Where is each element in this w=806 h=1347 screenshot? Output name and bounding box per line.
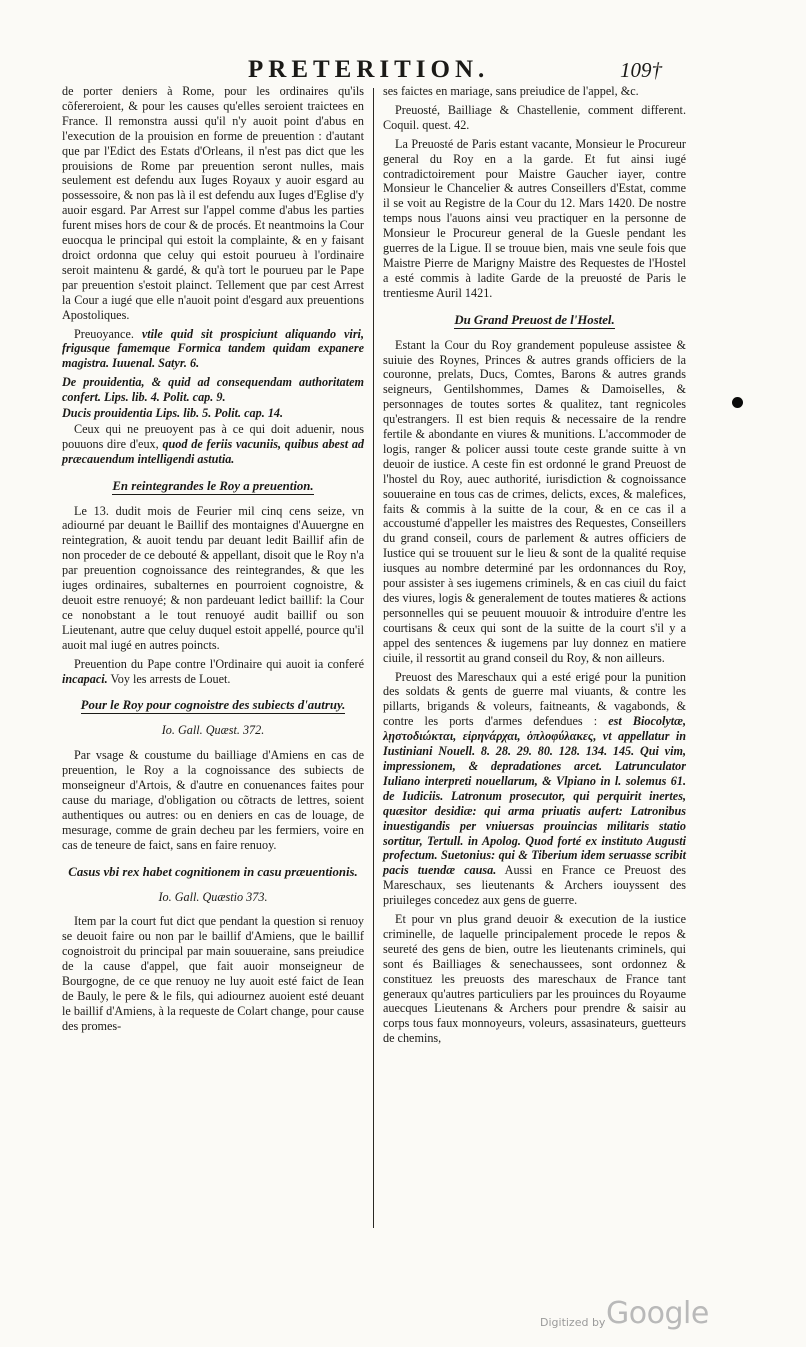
right-column bbox=[383, 84, 686, 1050]
section-heading bbox=[62, 479, 364, 494]
left-column bbox=[62, 84, 364, 1038]
paragraph: Estant la Cour du Roy grandement populeuse assistee & suiuie des Roynes, Princes & autres grands officiers de la couronne, prelats, Ducs, Comtes, Barons & autres grands seigneurs, Gentilshommes, Dames & Damoiselles, & personnages de toutes sortes & qualitez, tant regnicoles qu'estrangers. Il est bien requis & necessaire de la rendre fertile & abondante en viures & munitions. L'accommoder de logis, ranger & policer aussi toute ceste grande suitte à vn deuoir de iustice. A ceste fin est ordonné le grand Preuost de l'hostel du Roy, auec authorité, iurisdiction & cognoissance souueraine en tous cas de crimes, delicts, exces, & malefices, faits & commis à la suitte de la cour, & en ce cas il a accoustumé d'appeller les maistres des Requestes, Conseillers du grand conseil, cours de parlement & autres officiers de Iustice qui se trouuent sur le lieu & sont de la qualité requise iusques au nombre determiné par les ordonnances du Roy, pour assister à ses iugemens criminels, & en cas ciuil du faict des viures, logis & generalement de toutes matieres & actions personnelles qui se peuuent mouuoir & introduire d'entre les courtisans & ceux qui sont de la suitte de la court s'il y a appel des sentences & iugemens par luy donnez en matiere ciuile, il ressortit au grand conseil du Roy, & non ailleurs. bbox=[383, 337, 686, 665]
paragraph: Le 13. dudit mois de Feurier mil cinq cens seize, vn adiourné par deuant le Baillif des montaignes d'Auuergne en reintegration, & auoit tendu par deuant ledit Baillif afin de non proceder de ce debouté & appellant, disoit que le Roy n'a par preuention cognoissance des reintegrandes, & que les iuges ordinaires, subalternes en pourroient cognoistre, & deuoit estre renuoyé; & non pardeuant ledict baillif: la Cour ce nonobstant a le tout renuoyé audit baillif ou son Lieutenant, autre que celuy duquel estoit appellé, pource qu'il auoit mal iugé en autres poincts. bbox=[62, 503, 364, 652]
section-heading-text: En reintegrandes le Roy a preuention. bbox=[112, 478, 314, 493]
watermark-by: Digitized by bbox=[540, 1316, 606, 1329]
latin-word: incapaci. bbox=[62, 671, 108, 686]
citation: Ducis prouidentia Lips. lib. 5. Polit. cap. 14. bbox=[62, 406, 284, 421]
subheading: Io. Gall. Quæst. 372. bbox=[161, 723, 265, 738]
running-header bbox=[0, 52, 806, 86]
ink-blot-mark bbox=[732, 397, 743, 408]
paragraph: Et pour vn plus grand deuoir & execution de la iustice criminelle, de laquelle principalement procede le repos & seureté des gens de bien, outre les lieutenants criminels, qui sont és Bailliages & senechaussees, sont ordonnez & constituez les preuosts des mareschaux de France tant generaux qu'autres particuliers par les prouinces du Royaume auecques Lieutenans & Archers pour prendre & saisir au corps tous faux monnoyeurs, voleurs, assasinateurs, guetteurs de chemins, bbox=[383, 912, 686, 1046]
section-heading bbox=[62, 698, 364, 713]
section-heading-text: Pour le Roy pour cognoistre des subiects d'autruy. bbox=[80, 698, 346, 713]
paragraph bbox=[62, 657, 364, 687]
paragraph: de porter deniers à Rome, pour les ordinaires qu'ils cõfereroient, & pour les causes qu'elles seroient traictees en France. Il remonstra aussi qu'il n'y auoit point d'abus en l'execution de la prouision en forme de preuention : d'autant que par l'Edict des Estats d'Orleans, il n'est pas dict que les prouisions de Rome par preuention seront nulles, mais seulement est defendu aux Iuges Royaux y auoir esgard au possessoire, & non pas là il est defendu aux Iuges d'Eglise d'y auoir esgard. Par Arrest sur l'appel comme d'abus les parties furent mises hors de cour & de procés. Et neantmoins la Cour euocqua le principal qui estoit la complainte, & en y faisant droict ordonna que celuy qui estoit pourueu à l'ordinaire seroit maintenu & gardé, & qu'à tort le pourueu par le Pape par preuention s'estoit plainct. Tellement que par cest Arrest la Cour a iugé que elle n'auoit point d'esgard aux preuentions Apostoliques. bbox=[62, 84, 364, 322]
paragraph: La Preuosté de Paris estant vacante, Monsieur le Procureur general du Roy en a la garde. Et fut ainsi iugé contradictoirement pour Maistre Gaucher iayer, contre Monsieur le Chancelier & autres Conseillers d'Estat, comme il se voit au Registre de la Cour du 12. Mars 1420. De nostre temps nous l'auons ainsi veu practiquer en la personne de Monsieur le Procureur general de la Guesle pendant les guerres de la Ligue. Il se trouue bien, mais vne seule fois que Maistre Pierre de Marigny Maistre des Requestes de l'Hostel a esté commis à ladite Garde de la preuosté de Paris le trentiesme Auril 1421. bbox=[383, 136, 686, 300]
google-logo: Google bbox=[606, 1296, 709, 1331]
paragraph-text: Aussi en France ce Preuost des Mareschaux, ses lieutenants & Archers iouyssent des priuileges concedez aux gens de guerre. bbox=[383, 863, 687, 908]
citation: De prouidentia, & quid ad consequendam authoritatem confert. Lips. lib. 4. Polit. cap. 9. bbox=[62, 375, 364, 405]
paragraph-text: Preuention du Pape contre l'Ordinaire qui auoit ia conferé bbox=[74, 656, 364, 671]
section-heading-text: Du Grand Preuost de l'Hostel. bbox=[454, 312, 615, 327]
digitized-watermark bbox=[540, 1296, 740, 1336]
latin-quote: est Biocolytæ, λῃστοδιώκται, εἰρηνάρχαι, ὁπλοφύλακες, vt appellatur in Iustiniani Nouell. 8. 28. 29. 80. 128. 134. 145. Qui vim, impressionem, & depradationes arcet. Latrunculator Iuliano interpreti nouellarum, & Vlpiano in l. solemus 61. de Iudiciis. Latronum prosecutor, qui perquirit inertes, quæsitor desidiæ: qui arma priuatis aufert: Latronibus inuestigandis per vniuersas prouincias militaris statio sortitur, Tertull. in Apolog. Quod forté ex instituto Augusti profectum. Suetonius: qui & Tiberium idem seruasse scribit pacis tuendæ causa. bbox=[383, 714, 686, 878]
paragraph-text: Preuost des Mareschaux qui a esté erigé pour la punition des soldats & gents de guerre mal viuants, & contre les pillarts, brigands & voleurs, faitneants, & vagabonds, & contre les ports d'armes defendues : bbox=[383, 669, 686, 729]
running-title: PRETERITION. bbox=[248, 56, 490, 83]
paragraph-text: Voy les arrests de Louet. bbox=[110, 671, 231, 686]
side-label: Preuoyance. bbox=[74, 326, 134, 341]
section-heading bbox=[383, 313, 686, 328]
page-number: 109† bbox=[620, 58, 662, 82]
paragraph bbox=[383, 670, 686, 909]
latin-quote: vtile quid sit prospiciunt aliquando viri, frigusque famemque Formica tandem quidam expanere magistra. Iuuenal. Satyr. 6. bbox=[62, 326, 364, 371]
paragraph: ses faictes en mariage, sans preiudice de l'appel, &c. bbox=[383, 84, 639, 98]
paragraph bbox=[62, 422, 364, 467]
paragraph: Item par la court fut dict que pendant la question si renuoy se deuoit faire ou non par le baillif d'Amiens, que le baillif cognoistroit du principal par main souueraine, sans preiudice de la cause d'appel, que fait auoir monseigneur de Bourgogne, de ce que renuoy ne luy auoit esté faict de Iean de Bauly, le pere & le fils, qui adiournez auoient esté deuant le baillif d'Amiens, à la requeste de Colart change, pour cause des promes- bbox=[62, 914, 364, 1033]
column-divider bbox=[373, 88, 374, 1228]
paragraph: Preuosté, Bailliage & Chastellenie, comment different. Coquil. quest. 42. bbox=[383, 102, 686, 132]
paragraph: Par vsage & coustume du bailliage d'Amiens en cas de preuention, le Roy a la cognoissance des subiects de monseigneur d'Artois, & d'autre en conuenances faites pour cause du mariage, d'obligation ou cõtracts de lettres, soient authentiques ou autres: ou en deniers en cas de louage, de mesurage, comme de grain decheu par les fermiers, voire en cas de teneure de faict, sans en faire renuoy. bbox=[62, 748, 364, 852]
subheading: Io. Gall. Quæstio 373. bbox=[158, 889, 268, 904]
section-heading: Casus vbi rex habet cognitionem in casu præuentionis. bbox=[68, 864, 358, 879]
paragraph bbox=[62, 327, 364, 372]
latin-quote: quod de feriis vacuniis, quibus abest ad præcauendum intelligendi astutia. bbox=[62, 436, 365, 466]
paragraph-text: Ceux qui ne preuoyent pas à ce qui doit aduenir, nous pouuons dire d'eux, bbox=[62, 421, 364, 451]
